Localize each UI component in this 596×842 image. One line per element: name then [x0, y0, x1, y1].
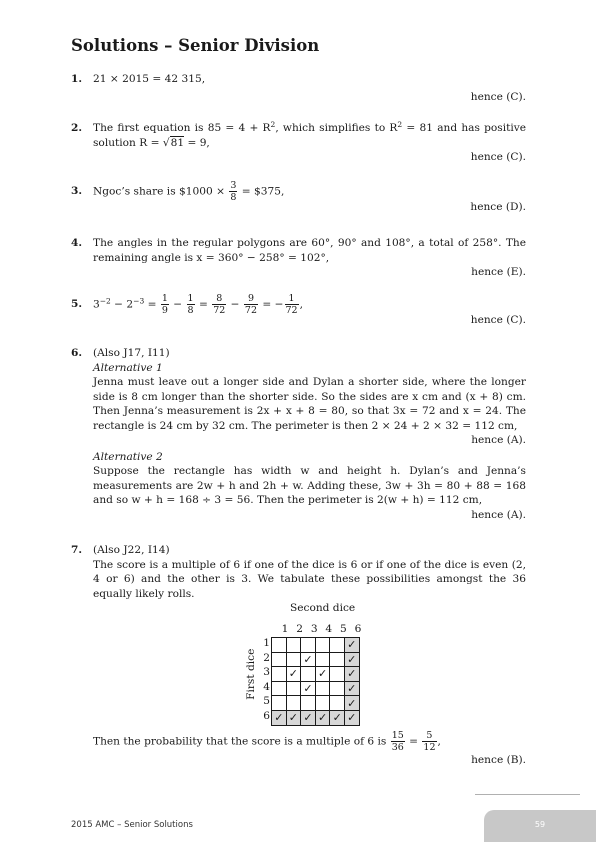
solution-text: $3^{-2} - 2^{-3}$ = $\frac{1}{9}$ − $\frac{1}{8}$ = $\frac{8}{72}$ − $\frac{9}{72}$ = − $\frac{1}{72}$ ,: [93, 293, 303, 316]
question-number: 3.: [71, 185, 83, 197]
dice-row: [272, 638, 360, 653]
check-cell: ✓: [286, 667, 301, 682]
solution-3: [71, 180, 526, 215]
page-title: Solutions – Senior Division: [71, 36, 320, 55]
empty-cell: [315, 681, 330, 696]
solution-text: The first equation is $85 = 4 + R^2$, which simplifies to $R^2 = 81$ and has positive solution R = √81 = 9,: [93, 120, 527, 149]
check-cell: ✓: [315, 667, 330, 682]
solution-1: [71, 72, 526, 104]
empty-cell: [301, 667, 316, 682]
check-cell: ✓: [301, 710, 316, 725]
question-number: 1.: [71, 73, 83, 85]
check-cell: ✓: [286, 710, 301, 725]
empty-cell: [301, 638, 316, 653]
empty-cell: [272, 652, 287, 667]
answer-line: hence (C).: [470, 314, 526, 326]
question-number: 4.: [71, 237, 83, 249]
column-header: 6: [354, 623, 362, 635]
check-cell: ✓: [330, 710, 345, 725]
alternative-2-label: Alternative 2: [93, 450, 163, 463]
check-cell: ✓: [315, 710, 330, 725]
alternative-1-label: Alternative 1: [93, 361, 163, 374]
empty-cell: [286, 638, 301, 653]
column-header: 5: [340, 623, 347, 635]
solution-text: The score is a multiple of 6 if one of the dice is 6 or if one of the dice is even (2, 4 or 6) and the other is 3. We tabulate these possibilities amongst the 36 equally likely rolls.: [93, 558, 526, 600]
dice-row: [272, 681, 360, 696]
alternative-1-text: Jenna must leave out a longer side and Dylan a shorter side, where the longer side is 8 cm longer than the shorter side. So the sides are x cm and (x + 8) cm. Then Jenna’s measurement is 2x + x + 8 = 80, so that 3x = 72 and x = 24. The rectangle is 24 cm by 32 cm. The perimeter is then 2 × 24 + 2 × 32 = 112 cm,: [93, 376, 526, 432]
check-cell: ✓: [344, 652, 359, 667]
dice-row: [272, 710, 360, 725]
check-cell: ✓: [344, 638, 359, 653]
answer-line: hence (B).: [471, 754, 526, 766]
row-header: 6: [263, 710, 270, 722]
solution-text: Ngoc’s share is $1000 × $\frac{3}{8}$ = $375,: [93, 180, 285, 203]
solution-text: The angles in the regular polygons are 60°, 90° and 108°, a total of 258°. The remaining angle is x = 360° − 258° = 102°,: [93, 237, 526, 264]
empty-cell: [272, 667, 287, 682]
solution-4: [71, 236, 526, 280]
solution-5: [71, 293, 526, 328]
second-dice-label: Second dice: [290, 602, 356, 614]
fraction: $\frac{3}{8}$: [230, 180, 237, 203]
check-cell: ✓: [344, 667, 359, 682]
empty-cell: [301, 696, 316, 711]
row-header: 4: [263, 680, 270, 693]
column-header: 4: [325, 623, 333, 635]
empty-cell: [272, 638, 287, 653]
check-cell: ✓: [272, 710, 287, 725]
question-number: 7.: [71, 544, 83, 556]
empty-cell: [315, 696, 330, 711]
row-header: 3: [263, 666, 270, 679]
empty-cell: [286, 652, 301, 667]
answer-line: hence (C).: [470, 151, 526, 163]
empty-cell: [286, 681, 301, 696]
empty-cell: [315, 638, 330, 653]
row-header: 5: [263, 695, 270, 708]
solution-text: 21 × 2015 = 42 315,: [93, 73, 206, 85]
empty-cell: [330, 696, 345, 711]
footer-title: 2015 AMC – Senior Solutions: [71, 820, 193, 830]
dice-row: [272, 696, 360, 711]
answer-line: hence (A).: [471, 508, 526, 521]
answer-line: hence (A).: [471, 434, 526, 446]
question-number: 2.: [71, 122, 83, 134]
answer-line: hence (C).: [470, 90, 526, 103]
solution-7-conclusion: [71, 730, 526, 768]
column-header: 2: [296, 623, 303, 635]
empty-cell: [330, 667, 345, 682]
empty-cell: [272, 681, 287, 696]
also-reference: (Also J22, I14): [93, 544, 170, 556]
row-header: 1: [263, 637, 270, 649]
question-number: 5.: [71, 298, 83, 310]
footer-divider: [475, 794, 580, 795]
empty-cell: [330, 652, 345, 667]
answer-line: hence (E).: [471, 266, 526, 278]
first-dice-label: First dice: [244, 648, 257, 700]
check-cell: ✓: [344, 696, 359, 711]
column-header: 1: [281, 623, 289, 635]
check-cell: ✓: [344, 710, 359, 725]
also-reference: (Also J17, I11): [93, 347, 170, 359]
empty-cell: [330, 681, 345, 696]
dice-row: [272, 667, 360, 682]
check-cell: ✓: [344, 681, 359, 696]
question-number: 6.: [71, 347, 83, 359]
empty-cell: [286, 696, 301, 711]
check-cell: ✓: [301, 652, 316, 667]
dice-table: [271, 637, 360, 726]
column-header: 3: [310, 623, 318, 635]
alternative-2-text: Suppose the rectangle has width w and height h. Dylan’s and Jenna’s measurements are 2w + h and 2h + w. Adding these, 3w + 3h = 80 + 88 = 168 and so w + h = 168 ÷ 3 = 56. Then the perimeter is 2(w + h) = 112 cm,: [93, 465, 526, 506]
empty-cell: [315, 652, 330, 667]
solution-7: [71, 543, 526, 601]
row-header: 2: [263, 651, 270, 664]
empty-cell: [272, 696, 287, 711]
empty-cell: [330, 638, 345, 653]
dice-row: [272, 652, 360, 667]
page-number: 59: [534, 820, 546, 829]
solution-6: [71, 346, 526, 522]
solution-2: [71, 121, 526, 165]
check-cell: ✓: [301, 681, 316, 696]
answer-line: hence (D).: [470, 201, 526, 213]
solution-text: Then the probability that the score is a multiple of 6 is $\frac{15}{36}$ = $\frac{5}{12}$ ,: [93, 730, 441, 753]
